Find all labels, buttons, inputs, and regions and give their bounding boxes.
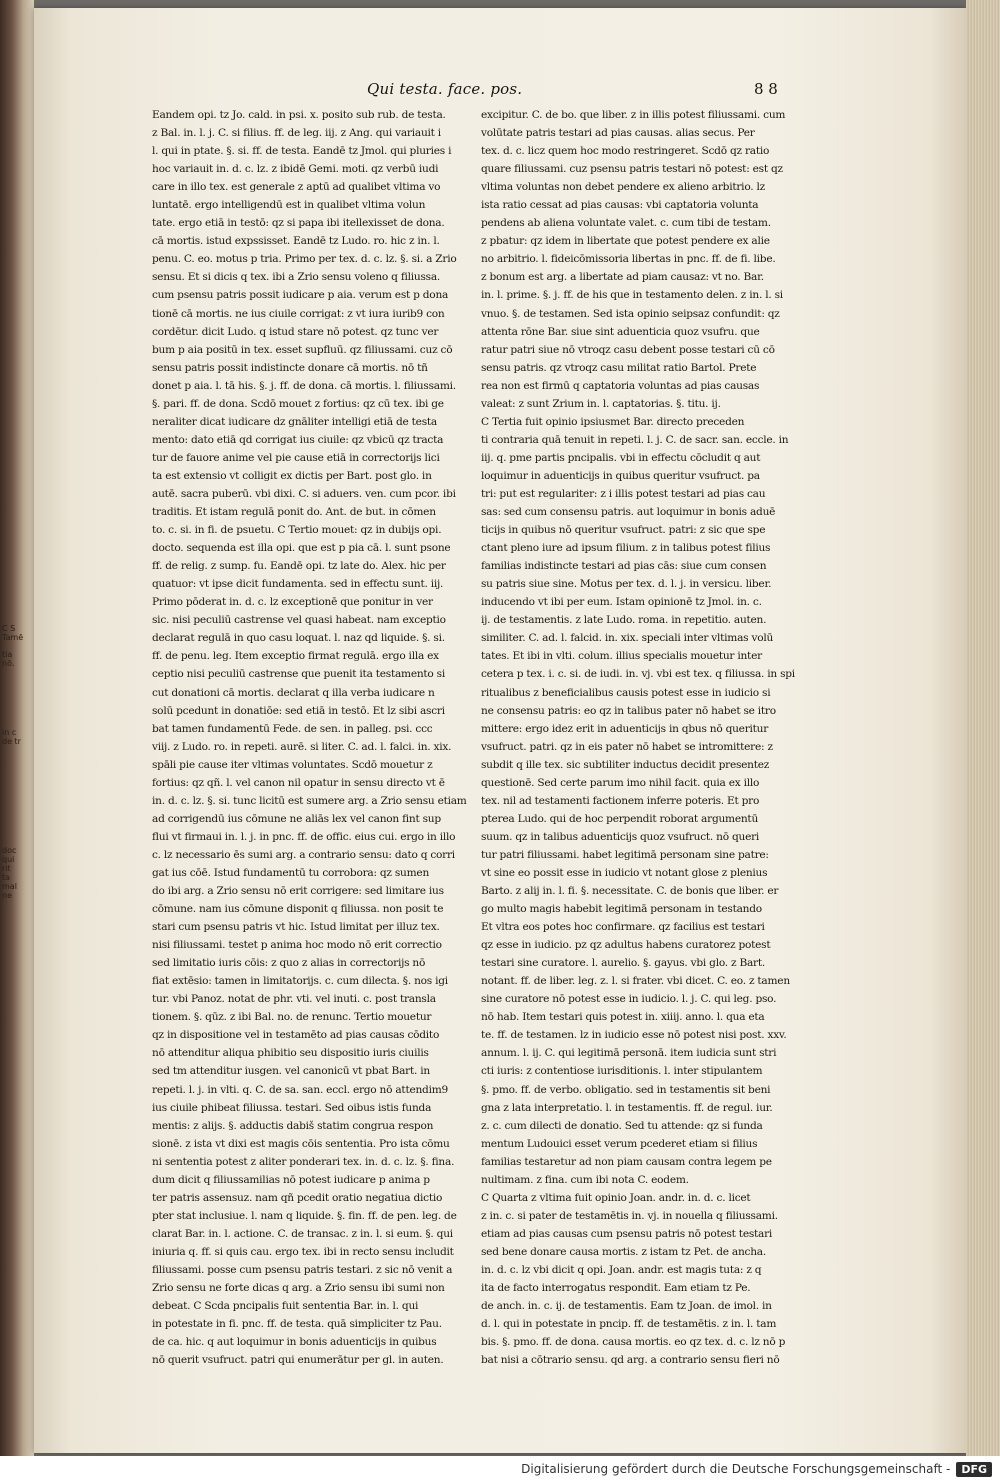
text-line: nō querit vsufruct. patri qui enumerātur per gl. in auten. bbox=[152, 1354, 444, 1367]
text-line: nō hab. Item testari quis potest in. xiiij. anno. l. qua eta bbox=[481, 1011, 765, 1024]
text-line: ista ratio cessat ad pias causas: vbi captatoria volunta bbox=[481, 199, 759, 212]
text-line: sic. nisi peculiū castrense vel quasi habeat. nam exceptio bbox=[152, 614, 446, 627]
text-line: tex. nil ad testamenti factionem inferre poteris. Et pro bbox=[481, 794, 760, 807]
text-line: de anch. in. c. ij. de testamentis. Eam tz Joan. de imol. in bbox=[481, 1300, 772, 1313]
margin-note: in c de tr bbox=[2, 728, 21, 746]
text-line: sas: sed cum consensu patris. aut loquimur in bonis aduē bbox=[481, 506, 776, 519]
text-line: mentis: z alijs. §. adductis dabiš statim congrua respon bbox=[152, 1119, 434, 1132]
text-line: C Quarta z vltima fuit opinio Joan. andr. in. d. c. licet bbox=[481, 1191, 751, 1204]
text-line: in potestate in fi. pnc. ff. de testa. quā simpliciter tz Pau. bbox=[152, 1318, 442, 1331]
text-line: tex. d. c. licz quem hoc modo restringeret. Scdō qz ratio bbox=[481, 145, 770, 158]
text-line: sine curatore nō potest esse in iudicio. l. j. C. qui leg. pso. bbox=[481, 993, 777, 1006]
text-line: ius ciuile phibeat filiussa. testari. Sed oibus istis funda bbox=[152, 1101, 432, 1114]
text-line: flui vt firmaui in. l. j. in pnc. ff. de offic. eius cui. ergo in illo bbox=[152, 830, 456, 843]
text-line: pter stat inclusiue. l. nam q liquide. §. fin. ff. de pen. leg. de bbox=[152, 1209, 457, 1222]
text-line: fiat extēsio: tamen in limitatorijs. c. cum dilecta. §. nos igi bbox=[152, 975, 448, 988]
text-line: tur. vbi Panoz. notat de phr. vti. vel inuti. c. post transla bbox=[152, 993, 436, 1006]
text-line: nultimam. z fina. cum ibi nota C. eodem. bbox=[481, 1173, 689, 1186]
text-line: annum. l. ij. C. qui legitimā personā. item iudicia sunt stri bbox=[481, 1047, 777, 1060]
text-line: ff. de relig. z sump. fu. Eandē opi. tz late do. Alex. hic per bbox=[152, 560, 446, 573]
text-line: similiter. C. ad. l. falcid. in. xix. speciali inter vltimas volū bbox=[481, 632, 774, 645]
text-line: Et vltra eos potes hoc confirmare. qz facilius est testari bbox=[481, 921, 765, 934]
text-line: z pbatur: qz idem in libertate que potest pendere ex alie bbox=[481, 235, 770, 248]
text-line: ceptio nisi peculiū castrense que puenit ita testamento si bbox=[152, 668, 446, 681]
text-line: z Bal. in. l. j. C. si filius. ff. de leg. iij. z Ang. qui variauit i bbox=[152, 127, 441, 140]
text-line: dum dicit q filiussamilias nō potest iudicare p anima p bbox=[152, 1173, 430, 1186]
text-line: filiussami. posse cum psensu patris testari. z sic nō venit a bbox=[152, 1264, 453, 1276]
footer-bar bbox=[0, 1456, 1000, 1482]
text-line: pendens ab aliena voluntate valet. c. cum tibi de testam. bbox=[481, 217, 771, 230]
text-line: ij. de testamentis. z late Ludo. roma. in repetitio. auten. bbox=[481, 614, 767, 627]
text-line: sensu patris possit indistincte donare cā mortis. nō tñ bbox=[152, 361, 428, 374]
text-line: gat ius cōē. Istud fundamentū tu corrobora: qz sumen bbox=[152, 866, 430, 879]
text-line: solū pcedunt in donatiōe: sed etiā in testō. Et lz sibi ascri bbox=[152, 704, 445, 717]
text-line: questionē. Sed certe parum imo nihil facit. quia ex illo bbox=[481, 776, 760, 789]
text-line: cetera p tex. i. c. si. de iudi. in. vj. vbi est tex. q filiussa. in spi bbox=[481, 668, 795, 681]
text-line: de ca. hic. q aut loquimur in bonis aduenticijs in quibus bbox=[152, 1336, 437, 1349]
book-page bbox=[34, 8, 966, 1453]
text-line: tate. ergo etiā in testō: qz si papa ibi itellexisset de dona. bbox=[152, 217, 445, 230]
footer-credit: Digitalisierung gefördert durch die Deutsche Forschungsgemeinschaft - bbox=[521, 1462, 951, 1476]
text-line: Eandem opi. tz Jo. cald. in psi. x. posito sub rub. de testa. bbox=[152, 109, 446, 121]
text-line: tur patri filiussami. habet legitimā personam sine patre: bbox=[481, 848, 769, 861]
text-line: bat tamen fundamentū Fede. de sen. in palleg. psi. ccc bbox=[152, 722, 433, 735]
text-line: quatuor: vt ipse dicit fundamenta. sed in effectu sunt. iij. bbox=[152, 578, 444, 591]
text-line: iniuria q. ff. si quis cau. ergo tex. ibi in recto sensu includit bbox=[152, 1245, 454, 1258]
text-line: in. d. c. lz. §. si. tunc licitū est sumere arg. a Zrio sensu etiam bbox=[152, 794, 467, 807]
text-line: quare filiussami. cuz psensu patris testari nō potest: est qz bbox=[481, 163, 783, 176]
text-line: hoc variauit in. d. c. lz. z ibidē Gemi. moti. qz verbū iudi bbox=[152, 163, 439, 176]
left-page-margin-notes bbox=[0, 0, 34, 1482]
text-line: tates. Et ibi in vlti. colum. illius specialis mouetur inter bbox=[481, 650, 762, 663]
text-line: d. l. qui in potestate in pncip. ff. de testamētis. z in. l. tam bbox=[481, 1318, 777, 1331]
text-line: care in illo tex. est generale z aptū ad qualibet vltima vo bbox=[152, 181, 441, 194]
page-edges bbox=[966, 0, 1000, 1482]
dfg-logo: DFG bbox=[956, 1462, 992, 1477]
text-line: pterea Ludo. qui de hoc perpendit roborat argumentū bbox=[481, 812, 759, 825]
text-line: traditis. Et istam regulā ponit do. Ant. de but. in cōmen bbox=[152, 506, 436, 519]
text-line: vsufruct. patri. qz in eis pater nō habet se intromittere: z bbox=[481, 740, 773, 753]
text-line: bum p aia positū in tex. esset supfluū. qz filiussami. cuz cō bbox=[152, 343, 453, 356]
text-line: mento: dato etiā qd corrigat ius ciuile: qz vbicū qz tracta bbox=[152, 433, 444, 446]
text-line: neraliter dicat iudicare dz gnāliter intelligi etiā de testa bbox=[152, 415, 437, 428]
text-line: bat nisi a cōtrario sensu. qd arg. a contrario sensu fieri nō bbox=[481, 1354, 780, 1367]
text-line: do ibi arg. a Zrio sensu nō erit corrigere: sed limitare ius bbox=[152, 885, 444, 898]
text-line: declarat regulā in quo casu loquat. l. naz qd liquide. §. si. bbox=[152, 632, 445, 645]
text-line: ti contraria quā tenuit in repeti. l. j. C. de sacr. san. eccle. in bbox=[481, 433, 789, 446]
margin-note: doc qui rit ta mal ne bbox=[2, 846, 17, 900]
text-line: sed limitatio iuris cōis: z quo z alias in correctorijs nō bbox=[152, 957, 426, 970]
text-line: valeat: z sunt Zrium in. l. captatorias. §. titu. ij. bbox=[481, 397, 721, 410]
text-line: loquimur in aduenticijs in quibus queritur vsufruct. pa bbox=[481, 469, 760, 482]
text-line: autē. sacra puberū. vbi dixi. C. si aduers. ven. cum pcor. ibi bbox=[152, 487, 456, 500]
text-line: su patris siue sine. Motus per tex. d. l. j. in versicu. liber. bbox=[481, 578, 772, 591]
text-line: tionem. §. qūz. z ibi Bal. no. de renunc. Tertio mouetur bbox=[152, 1011, 432, 1024]
text-line: §. pari. ff. de dona. Scdō mouet z fortius: qz cū tex. ibi ge bbox=[152, 397, 444, 410]
text-line: repeti. l. j. in vlti. q. C. de sa. san. eccl. ergo nō attendim9 bbox=[152, 1083, 448, 1096]
text-line: go multo magis habebit legitimā personam in testando bbox=[481, 903, 762, 916]
text-line: ticijs in quibus nō queritur vsufruct. patri: z sic que spe bbox=[481, 524, 766, 537]
text-line: sed tm attenditur iusgen. vel canonicū vt pbat Bart. in bbox=[152, 1065, 430, 1078]
text-line: iij. q. pme partis pncipalis. vbi in effectu cōcludit q aut bbox=[481, 451, 761, 464]
text-line: cōmune. nam ius cōmune disponit q filiussa. non posit te bbox=[152, 903, 444, 916]
text-line: ne consensu patris: eo qz in talibus pater nō habet se itro bbox=[481, 704, 776, 717]
text-line: ff. de penu. leg. Item exceptio firmat regulā. ergo illa ex bbox=[152, 650, 439, 663]
text-line: ctant pleno iure ad ipsum filium. z in talibus potest filius bbox=[481, 542, 771, 555]
text-line: luntatē. ergo intelligendū est in qualibet vltima volun bbox=[152, 199, 426, 212]
text-line: testari sine curatore. l. aurelio. §. gayus. vbi glo. z Bart. bbox=[481, 957, 765, 970]
text-line: excipitur. C. de bo. que liber. z in illis potest filiussami. cum bbox=[481, 109, 786, 121]
text-line: volūtate patris testari ad pias causas. alias secus. Per bbox=[481, 127, 755, 140]
text-line: tur de fauore anime vel pie cause etiā in correctorijs lici bbox=[152, 451, 440, 464]
text-line: in. d. c. lz vbi dicit q opi. Joan. andr. est magis tuta: z q bbox=[481, 1264, 762, 1276]
text-line: ni sententia potest z aliter ponderari tex. in. d. c. lz. §. fina. bbox=[152, 1155, 455, 1168]
text-line: bis. §. pmo. ff. de dona. causa mortis. eo qz tex. d. c. lz nō p bbox=[481, 1336, 786, 1349]
text-line: sionē. z ista vt dixi est magis cōis sententia. Pro ista cōmu bbox=[152, 1137, 450, 1150]
text-line: ratur patri siue nō vtroqz casu debent posse testari cū cō bbox=[481, 343, 775, 356]
text-line: qz in dispositione vel in testamēto ad pias causas cōdito bbox=[152, 1029, 440, 1042]
text-line: cā mortis. istud expssisset. Eandē tz Ludo. ro. hic z in. l. bbox=[152, 235, 440, 248]
text-line: cum psensu patris possit iudicare p aia. verum est p dona bbox=[152, 289, 449, 302]
text-line: etiam ad pias causas cum psensu patris nō potest testari bbox=[481, 1227, 773, 1240]
text-line: donet p aia. l. tā his. §. j. ff. de dona. cā mortis. l. filiussami. bbox=[152, 379, 456, 392]
text-line: Barto. z alij in. l. fi. §. necessitate. C. de bonis que liber. er bbox=[481, 885, 779, 898]
text-line: vnuo. §. de testamen. Sed ista opinio seipsaz confundit: qz bbox=[481, 307, 780, 320]
text-line: to. c. si. in fi. de psuetu. C Tertio mouet: qz in dubijs opi. bbox=[152, 524, 442, 537]
text-line: c. lz necessario ēs sumi arg. a contrario sensu: dato q corri bbox=[152, 848, 455, 861]
text-line: no arbitrio. l. fideicōmissoria libertas in pnc. ff. de fi. libe. bbox=[481, 253, 776, 266]
text-line: §. pmo. ff. de verbo. obligatio. sed in testamentis sit beni bbox=[481, 1083, 771, 1096]
text-line: familias testaretur ad non piam causam contra legem pe bbox=[481, 1155, 772, 1168]
text-line: cordētur. dicit Ludo. q istud stare nō potest. qz tunc ver bbox=[152, 325, 439, 338]
text-line: suum. qz in talibus aduenticijs quoz vsufruct. nō queri bbox=[481, 830, 760, 843]
text-column-left bbox=[152, 106, 484, 1369]
folio-number: 8 8 bbox=[754, 80, 778, 98]
text-line: Primo pōderat in. d. c. lz exceptionē que ponitur in ver bbox=[152, 596, 433, 609]
text-line: rea non est firmū q captatoria voluntas ad pias causas bbox=[481, 379, 760, 392]
margin-note: tia nō. bbox=[2, 650, 15, 668]
text-line: C Tertia fuit opinio ipsiusmet Bar. directo preceden bbox=[481, 415, 745, 428]
text-line: cti iuris: z contentiose iurisditionis. l. inter stipulantem bbox=[481, 1065, 763, 1078]
text-line: mittere: ergo idez erit in aduenticijs in qbus nō queritur bbox=[481, 722, 769, 735]
text-line: ad corrigendū ius cōmune ne aliās lex vel canon fint sup bbox=[152, 812, 441, 825]
text-line: sed bene donare causa mortis. z istam tz Pet. de ancha. bbox=[481, 1245, 766, 1258]
text-line: spāli pie cause iter vltimas voluntates. Scdō mouetur z bbox=[152, 758, 433, 771]
text-line: stari cum psensu patris vt hic. Istud limitat per illuz tex. bbox=[152, 921, 440, 934]
text-line: Zrio sensu ne forte dicas q arg. a Zrio sensu ibi sumi non bbox=[152, 1282, 445, 1295]
text-line: ta est extensio vt colligit ex dictis per Bart. post glo. in bbox=[152, 469, 432, 482]
text-line: te. ff. de testamen. lz in iudicio esse nō potest nisi post. xxv. bbox=[481, 1029, 787, 1042]
text-line: clarat Bar. in. l. actione. C. de transac. z in. l. si eum. §. qui bbox=[152, 1227, 453, 1240]
text-line: ita de facto interrogatus respondit. Eam etiam tz Pe. bbox=[481, 1282, 751, 1295]
text-line: ter patris assensuz. nam qñ pcedit oratio negatiua dictio bbox=[152, 1191, 443, 1204]
text-line: in. l. prime. §. j. ff. de his que in testamento delen. z in. l. si bbox=[481, 289, 783, 302]
margin-note: C S Tamē bbox=[2, 624, 24, 642]
text-column-right bbox=[481, 106, 815, 1369]
text-line: tri: put est regulariter: z i illis potest testari ad pias cau bbox=[481, 487, 766, 500]
text-line: z in. c. si pater de testamētis in. vj. in nouella q filiussami. bbox=[481, 1209, 778, 1222]
text-line: subdit q ille tex. sic subtiliter inductus decidit presentez bbox=[481, 758, 770, 771]
text-line: sensu. Et si dicis q tex. ibi a Zrio sensu voleno q filiussa. bbox=[152, 271, 441, 284]
text-line: debeat. C Scda pncipalis fuit sententia Bar. in. l. qui bbox=[152, 1300, 419, 1313]
text-line: nō attenditur aliqua phibitio seu dispositio iuris ciuilis bbox=[152, 1047, 429, 1060]
text-line: z bonum est arg. a libertate ad piam causaz: vt no. Bar. bbox=[481, 271, 764, 284]
text-line: penu. C. eo. motus p tria. Primo per tex. d. c. lz. §. si. a Zrio bbox=[152, 253, 457, 266]
text-line: gna z lata interpretatio. l. in testamentis. ff. de regul. iur. bbox=[481, 1101, 773, 1114]
running-head: Qui testa. face. pos. bbox=[367, 80, 523, 98]
text-line: attenta rōne Bar. siue sint aduenticia quoz vsufru. que bbox=[481, 325, 760, 338]
text-line: sensu patris. qz vtroqz casu militat ratio Bartol. Prete bbox=[481, 361, 757, 374]
text-line: mentum Ludouici esset verum pcederet etiam si filius bbox=[481, 1137, 758, 1150]
text-line: qz esse in iudicio. pz qz adultus habens curatorez potest bbox=[481, 939, 771, 952]
text-line: nisi filiussami. testet p anima hoc modo nō erit correctio bbox=[152, 939, 442, 952]
text-line: tionē cā mortis. ne ius ciuile corrigat: z vt iura iurib9 con bbox=[152, 307, 445, 320]
text-line: fortius: qz qñ. l. vel canon nil opatur in sensu directo vt ē bbox=[152, 776, 445, 789]
text-line: familias indistincte testari ad pias cās: siue cum consen bbox=[481, 560, 767, 573]
text-line: notant. ff. de liber. leg. z. l. si frater. vbi dicet. C. eo. z tamen bbox=[481, 975, 790, 988]
text-line: docto. sequenda est illa opi. que est p pia cā. l. sunt psone bbox=[152, 542, 451, 555]
text-line: ritualibus z beneficialibus causis potest esse in iudicio si bbox=[481, 686, 771, 699]
text-line: vltima voluntas non debet pendere ex alieno arbitrio. lz bbox=[481, 181, 765, 194]
text-line: z. c. cum dilecti de donatio. Sed tu attende: qz si funda bbox=[481, 1119, 763, 1132]
text-line: cut donationi cā mortis. declarat q illa verba iudicare n bbox=[152, 686, 435, 699]
text-line: inducendo vt ibi per eum. Istam opinionē tz Jmol. in. c. bbox=[481, 596, 762, 609]
text-line: viij. z Ludo. ro. in repeti. aurē. si liter. C. ad. l. falci. in. xix. bbox=[152, 740, 452, 753]
text-line: l. qui in ptate. §. si. ff. de testa. Eandē tz Jmol. qui pluries i bbox=[152, 145, 452, 158]
text-line: vt sine eo possit esse in iudicio vt notant glose z plenius bbox=[481, 866, 768, 879]
